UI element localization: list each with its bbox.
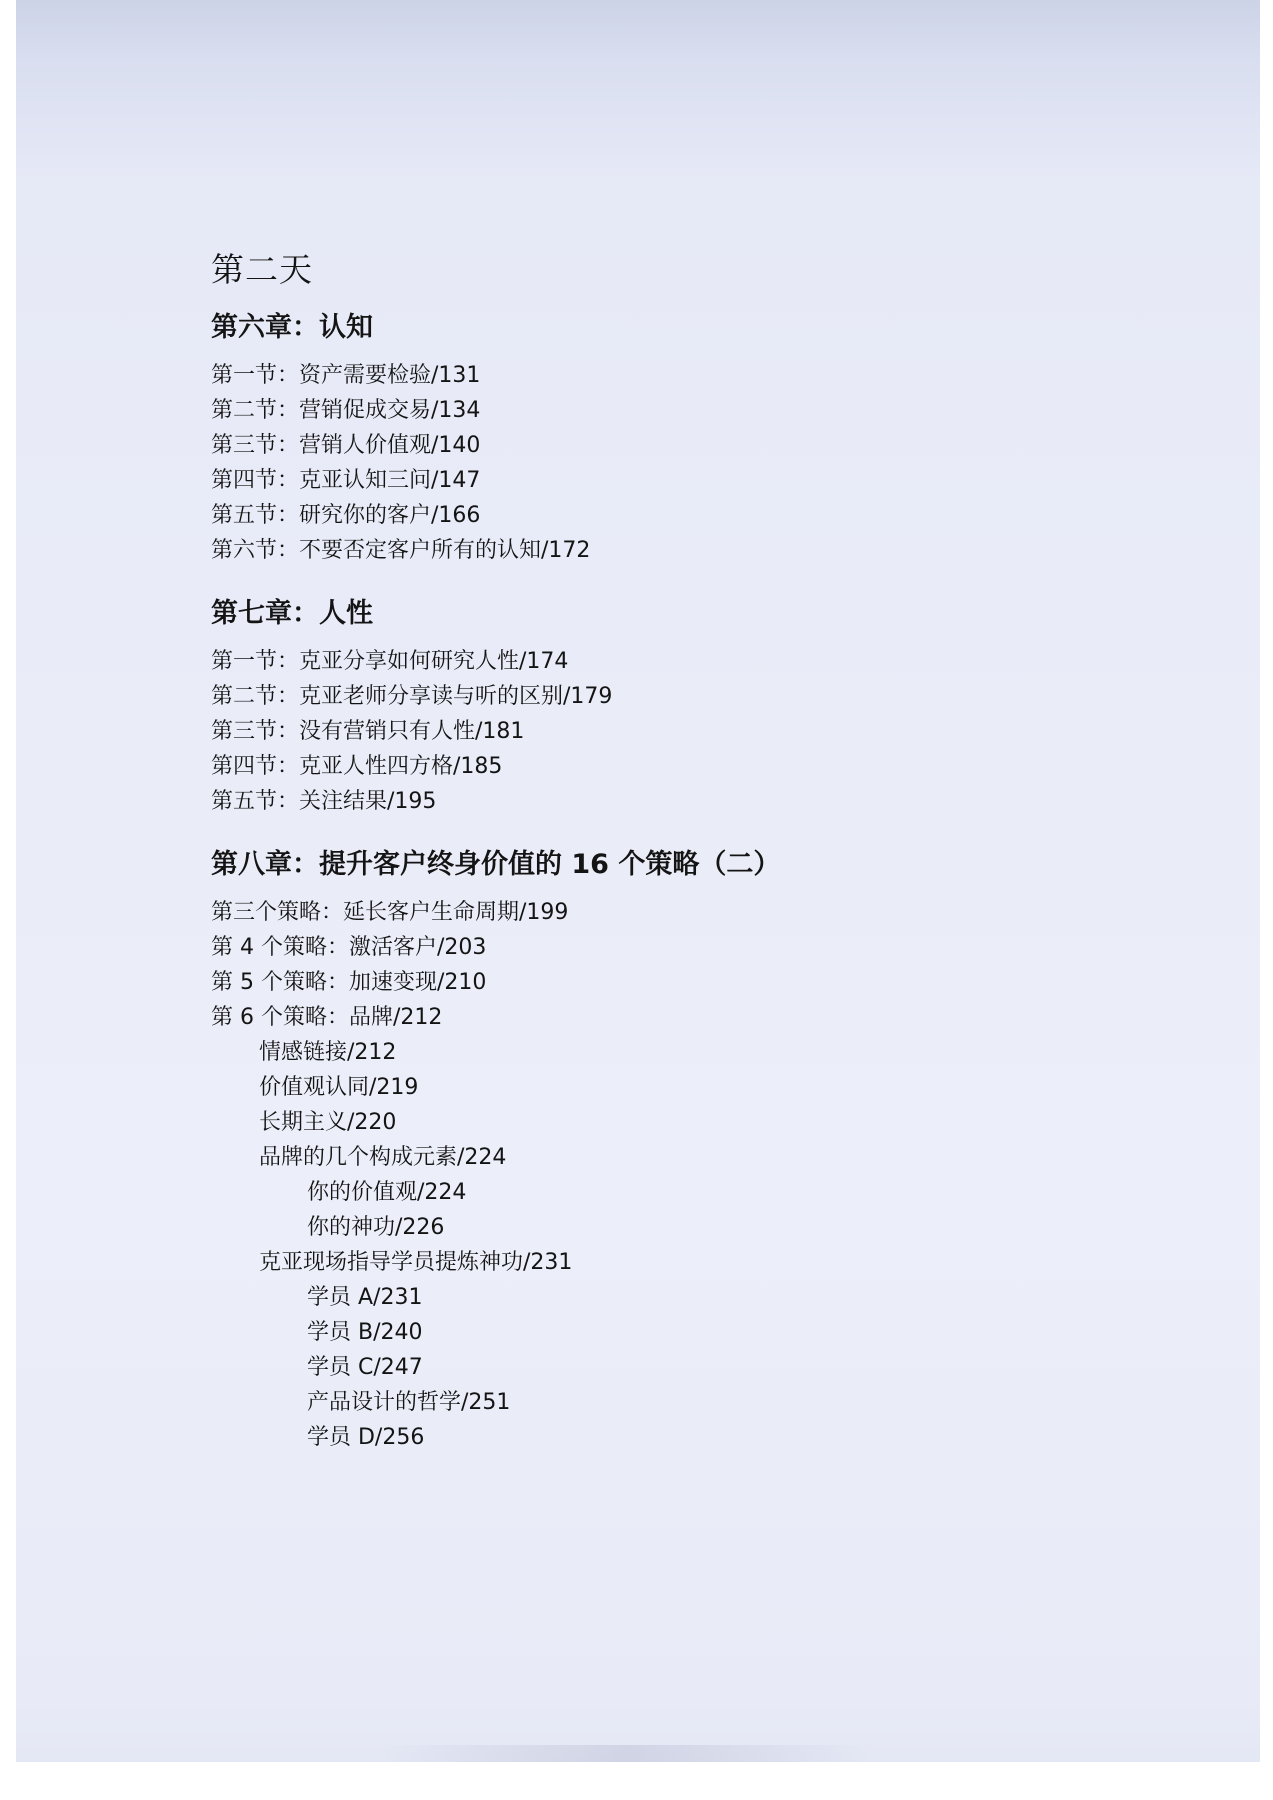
toc-entry: 第四节：克亚认知三问/147 <box>211 468 481 493</box>
toc-entry: 情感链接/212 <box>259 1040 397 1065</box>
table-of-contents <box>211 250 1211 1485</box>
chapter-section <box>211 598 1211 819</box>
toc-entry: 第三节：营销人价值观/140 <box>211 433 481 458</box>
chapter-title: 第六章：认知 <box>211 312 373 343</box>
toc-entry: 你的神功/226 <box>307 1215 445 1240</box>
toc-entry: 长期主义/220 <box>259 1110 397 1135</box>
toc-entry: 第一节：克亚分享如何研究人性/174 <box>211 649 569 674</box>
chapter-title: 第八章：提升客户终身价值的 16 个策略（二） <box>211 849 781 880</box>
toc-entry: 第四节：克亚人性四方格/185 <box>211 754 503 779</box>
toc-entry: 学员 C/247 <box>307 1355 423 1380</box>
toc-entry: 学员 A/231 <box>307 1285 423 1310</box>
toc-entry: 第 6 个策略：品牌/212 <box>211 1005 443 1030</box>
scanned-page <box>16 0 1260 1762</box>
chapter-list <box>211 312 1211 1455</box>
chapter-title: 第七章：人性 <box>211 598 373 629</box>
faint-footer-bleed <box>376 1745 876 1762</box>
toc-entry: 第六节：不要否定客户所有的认知/172 <box>211 538 591 563</box>
toc-entry: 学员 B/240 <box>307 1320 423 1345</box>
toc-entry: 第二节：克亚老师分享读与听的区别/179 <box>211 684 613 709</box>
day-title: 第二天 <box>211 250 313 289</box>
toc-entry: 第 5 个策略：加速变现/210 <box>211 970 487 995</box>
toc-entry: 第五节：关注结果/195 <box>211 789 437 814</box>
toc-entry: 产品设计的哲学/251 <box>307 1390 511 1415</box>
toc-entry: 品牌的几个构成元素/224 <box>259 1145 507 1170</box>
toc-entry: 克亚现场指导学员提炼神功/231 <box>259 1250 573 1275</box>
toc-entry: 第三节：没有营销只有人性/181 <box>211 719 525 744</box>
chapter-section <box>211 312 1211 568</box>
chapter-section <box>211 849 1211 1455</box>
toc-entry: 第三个策略：延长客户生命周期/199 <box>211 900 569 925</box>
toc-entry: 第二节：营销促成交易/134 <box>211 398 481 423</box>
toc-entry: 第五节：研究你的客户/166 <box>211 503 481 528</box>
toc-entry: 学员 D/256 <box>307 1425 425 1450</box>
toc-entry: 第 4 个策略：激活客户/203 <box>211 935 487 960</box>
toc-entry: 第一节：资产需要检验/131 <box>211 363 481 388</box>
toc-entry: 你的价值观/224 <box>307 1180 467 1205</box>
toc-entry: 价值观认同/219 <box>259 1075 419 1100</box>
